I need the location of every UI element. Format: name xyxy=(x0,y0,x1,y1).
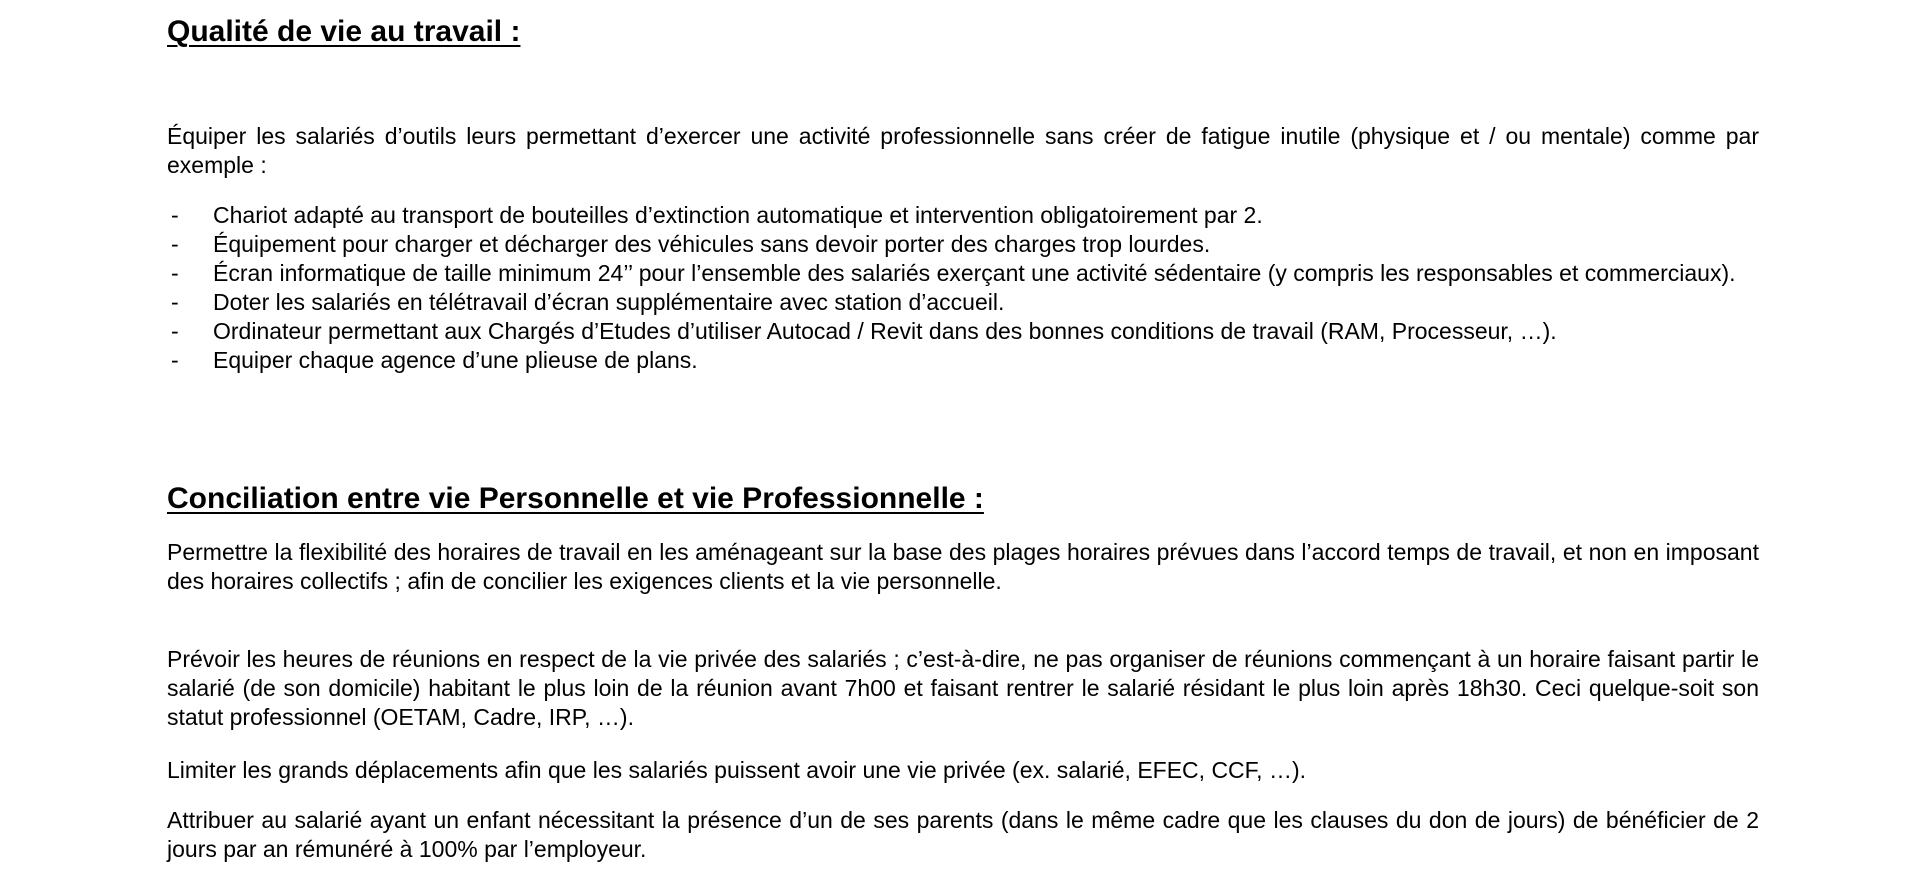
document-page xyxy=(167,0,1759,870)
list-item xyxy=(167,201,1759,230)
section-title-qualite-vie-travail: Qualité de vie au travail : xyxy=(167,15,521,48)
bullet-dash: - xyxy=(171,202,179,228)
section1-intro-paragraph: Équiper les salariés d’outils leurs permettant d’exercer une activité professionnelle sans créer de fatigue inutile (physique et / ou mentale) comme par exemple : xyxy=(167,123,1759,178)
list-item xyxy=(167,288,1759,317)
section2-paragraph-flexibilite: Permettre la flexibilité des horaires de travail en les aménageant sur la base des plages horaires prévues dans l’accord temps de travail, et non en imposant des horaires collectifs ; afin de concilier les exigences clients et la vie personnelle. xyxy=(167,539,1759,594)
equipment-bullet-list xyxy=(167,201,1759,375)
bullet-dash: - xyxy=(171,318,179,344)
bullet-dash: - xyxy=(171,289,179,315)
section2-paragraph-reunions: Prévoir les heures de réunions en respect de la vie privée des salariés ; c’est-à-dire, ne pas organiser de réunions commençant à un horaire faisant partir le salarié (de son domicile) habitant le plus loin de la réunion avant 7h00 et faisant rentrer le salarié résidant le plus loin après 18h30. Ceci quelque-soit son statut professionnel (OETAM, Cadre, IRP, …). xyxy=(167,646,1759,730)
bullet-dash: - xyxy=(171,260,179,286)
list-item-text: Écran informatique de taille minimum 24’’ pour l’ensemble des salariés exerçant une activité sédentaire (y compris les responsables et commerciaux). xyxy=(213,260,1736,286)
list-item-text: Équipement pour charger et décharger des véhicules sans devoir porter des charges trop lourdes. xyxy=(213,231,1211,257)
list-item xyxy=(167,230,1759,259)
bullet-dash: - xyxy=(171,231,179,257)
list-item xyxy=(167,259,1759,288)
section2-paragraph-enfant: Attribuer au salarié ayant un enfant nécessitant la présence d’un de ses parents (dans le même cadre que les clauses du don de jours) de bénéficier de 2 jours par an rémunéré à 100% par l’employeur. xyxy=(167,807,1759,862)
section-title-conciliation-vie: Conciliation entre vie Personnelle et vie Professionnelle : xyxy=(167,482,984,515)
list-item-text: Ordinateur permettant aux Chargés d’Etudes d’utiliser Autocad / Revit dans des bonnes conditions de travail (RAM, Processeur, …). xyxy=(213,318,1557,344)
section2-paragraph-deplacements: Limiter les grands déplacements afin que les salariés puissent avoir une vie privée (ex. salarié, EFEC, CCF, …). xyxy=(167,757,1306,783)
bullet-dash: - xyxy=(171,347,179,373)
list-item-text: Doter les salariés en télétravail d’écran supplémentaire avec station d’accueil. xyxy=(213,289,1005,315)
list-item xyxy=(167,346,1759,375)
list-item xyxy=(167,317,1759,346)
list-item-text: Chariot adapté au transport de bouteilles d’extinction automatique et intervention obligatoirement par 2. xyxy=(213,202,1263,228)
list-item-text: Equiper chaque agence d’une plieuse de plans. xyxy=(213,347,698,373)
